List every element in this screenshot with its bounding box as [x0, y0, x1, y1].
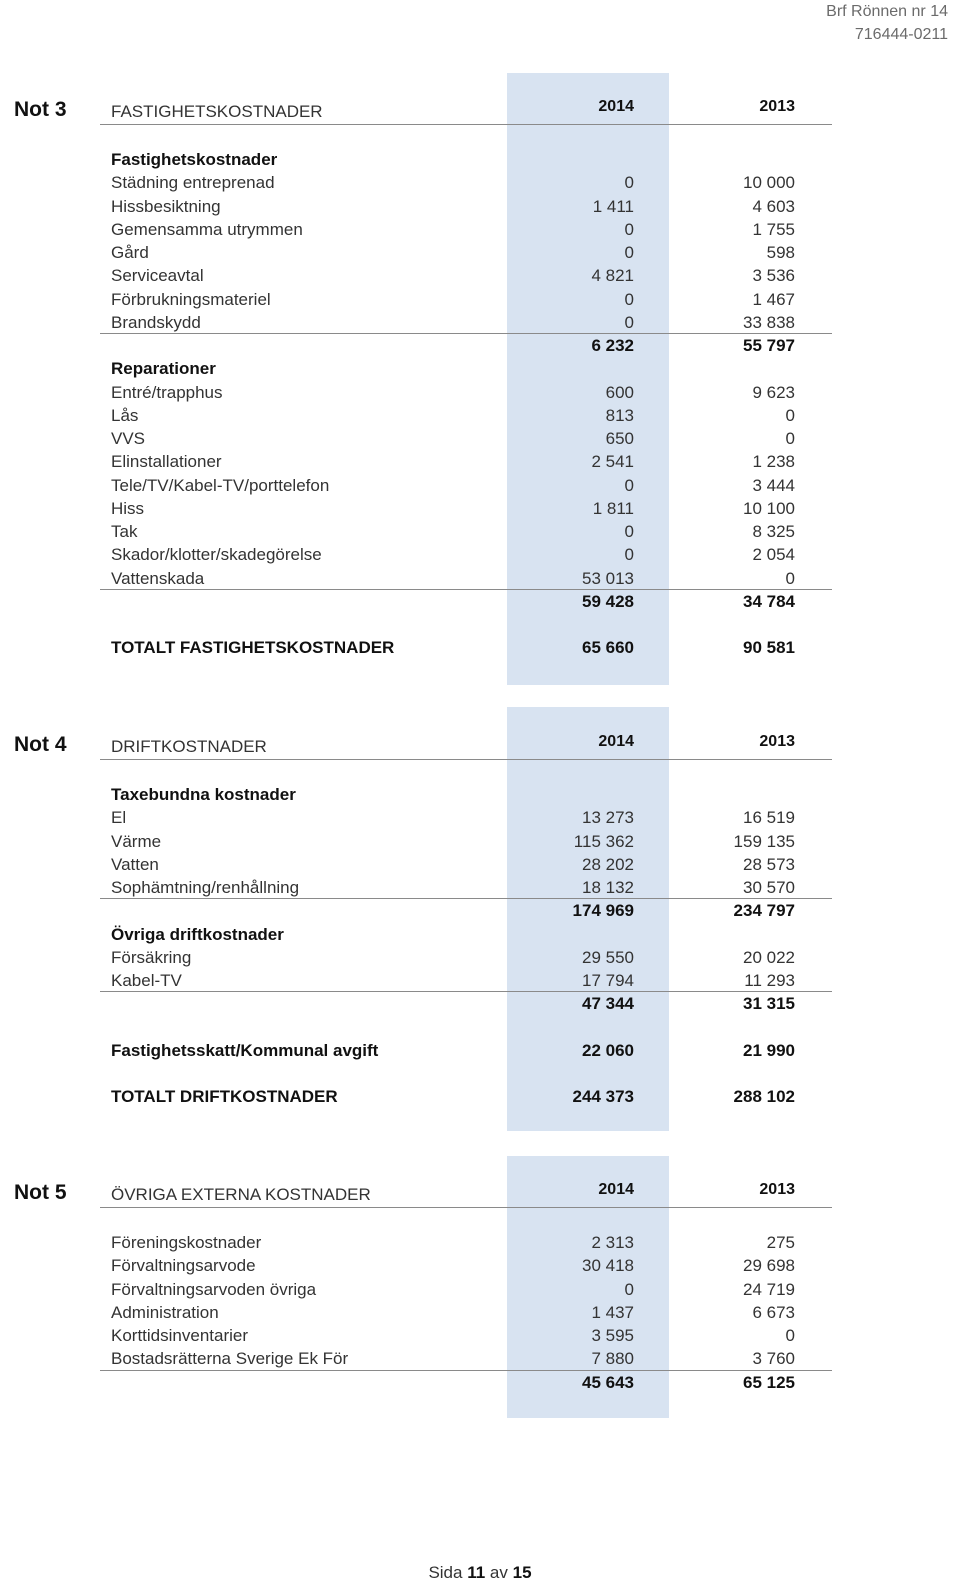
table-row [0, 830, 960, 853]
row-label: VVS [111, 429, 146, 448]
row-label: Hiss [111, 498, 145, 518]
row-label: Gemensamma utrymmen [111, 219, 303, 239]
value-2014: 13 273 [582, 808, 634, 828]
value-2013: 29 698 [743, 1256, 795, 1276]
row-label: Övriga driftkostnader [111, 924, 284, 944]
value-2013: 16 519 [743, 808, 795, 828]
table-row [0, 195, 960, 218]
table-row [0, 1324, 960, 1347]
total-row [0, 1085, 960, 1108]
value-2014: 813 [605, 405, 634, 425]
value-2013: 33 838 [743, 312, 795, 332]
year-2014-header: 2014 [598, 98, 634, 115]
value-2014: 600 [605, 382, 634, 402]
year-2014-header: 2014 [598, 733, 634, 750]
value-2013: 4 603 [752, 196, 795, 216]
total-row [0, 1039, 960, 1062]
table-row [0, 311, 960, 334]
value-2013: 0 [785, 405, 795, 425]
table-row [0, 1347, 960, 1370]
table-row [0, 1278, 960, 1301]
value-2014: 0 [624, 545, 634, 565]
value-2013: 28 573 [743, 854, 795, 874]
row-label: Förvaltningsarvoden övriga [111, 1279, 317, 1299]
table-row [0, 450, 960, 473]
value-2013: 3 444 [752, 475, 795, 495]
table-row [0, 264, 960, 287]
table-row [0, 1231, 960, 1254]
value-2013: 159 135 [733, 831, 795, 851]
table-row [0, 969, 960, 992]
value-2013: 34 784 [743, 591, 795, 611]
row-label: Förvaltningsarvode [111, 1256, 256, 1276]
value-2014: 0 [624, 1279, 634, 1299]
table-row [0, 474, 960, 497]
value-2014: 18 132 [582, 878, 634, 897]
row-label: Serviceavtal [111, 266, 204, 286]
value-2014: 0 [624, 475, 634, 495]
value-2014: 244 373 [572, 1087, 634, 1107]
value-2014: 115 362 [573, 831, 634, 851]
value-2014: 0 [624, 289, 634, 309]
value-2014: 65 660 [582, 638, 634, 658]
table-row [0, 497, 960, 520]
row-label: TOTALT DRIFTKOSTNADER [111, 1087, 338, 1107]
note-label: Not 4 [14, 733, 67, 756]
table-row [0, 806, 960, 829]
section-heading-row [0, 357, 960, 380]
value-2014: 28 202 [582, 854, 634, 874]
row-label: Administration [111, 1302, 219, 1322]
page-number: 11 [467, 1563, 486, 1582]
value-2014: 1 811 [592, 498, 634, 518]
value-2013: 21 990 [743, 1040, 795, 1060]
table-row [0, 381, 960, 404]
table-row [0, 853, 960, 876]
note-title: ÖVRIGA EXTERNA KOSTNADER [111, 1185, 371, 1204]
row-label: Brandskydd [111, 312, 201, 332]
row-label: Gård [111, 243, 149, 262]
table-row [0, 1301, 960, 1324]
page-footer [0, 1563, 960, 1583]
document-header [826, 0, 948, 46]
row-label: Tele/TV/Kabel-TV/porttelefon [111, 475, 330, 495]
year-2013-header: 2013 [759, 1181, 795, 1198]
table-row [0, 543, 960, 566]
value-2014: 0 [624, 173, 634, 193]
subtotal-row [0, 590, 960, 613]
row-label: Försäkring [111, 947, 192, 967]
table-row [0, 1254, 960, 1277]
value-2014: 30 418 [582, 1256, 634, 1276]
value-2013: 55 797 [743, 336, 795, 355]
note-title: FASTIGHETSKOSTNADER [111, 102, 323, 121]
year-2013-header: 2013 [759, 733, 795, 750]
row-label: El [111, 808, 127, 828]
row-label: Sophämtning/renhållning [111, 878, 300, 897]
section-heading-row [0, 783, 960, 806]
value-2014: 3 595 [591, 1326, 634, 1345]
row-label: Lås [111, 405, 139, 425]
subtotal-row [0, 334, 960, 357]
value-2013: 10 000 [743, 173, 795, 193]
org-name: Brf Rönnen nr 14 [826, 3, 948, 20]
header-rule [100, 1207, 832, 1208]
value-2014: 53 013 [582, 568, 634, 588]
table-row [0, 288, 960, 311]
row-label: Städning entreprenad [111, 173, 275, 193]
row-label: Skador/klotter/skadegörelse [111, 545, 322, 565]
subtotal-row [0, 899, 960, 922]
row-label: Korttidsinventarier [111, 1326, 249, 1345]
value-2013: 0 [785, 568, 795, 588]
value-2014: 650 [605, 429, 634, 448]
value-2014: 17 794 [582, 971, 634, 990]
value-2014: 0 [624, 243, 634, 262]
table-row [0, 567, 960, 590]
value-2013: 598 [766, 243, 795, 262]
row-label: Fastighetsskatt/Kommunal avgift [111, 1040, 379, 1060]
row-label: Entré/trapphus [111, 382, 223, 402]
note-title: DRIFTKOSTNADER [111, 737, 267, 756]
total-row [0, 636, 960, 659]
value-2013: 24 719 [743, 1279, 795, 1299]
row-label: Föreningskostnader [111, 1233, 262, 1252]
table-row [0, 946, 960, 969]
value-2013: 1 755 [752, 219, 795, 239]
row-label: Taxebundna kostnader [111, 785, 296, 804]
row-label: Vatten [111, 854, 159, 874]
value-2013: 0 [785, 1326, 795, 1345]
row-label: Elinstallationer [111, 452, 222, 472]
value-2014: 6 232 [591, 336, 634, 355]
section-heading-row [0, 148, 960, 171]
page-total: 15 [512, 1563, 532, 1582]
value-2014: 22 060 [582, 1040, 634, 1060]
table-row [0, 218, 960, 241]
header-rule [100, 124, 832, 125]
value-2014: 0 [624, 219, 634, 239]
row-label: Tak [111, 522, 138, 541]
page-of: av [489, 1563, 508, 1582]
value-2013: 2 054 [752, 545, 795, 565]
table-row [0, 171, 960, 194]
value-2013: 288 102 [733, 1087, 795, 1107]
table-row [0, 427, 960, 450]
value-2013: 11 293 [744, 971, 795, 990]
table-row [0, 241, 960, 264]
value-2014: 174 969 [572, 901, 634, 921]
subtotal-row [0, 992, 960, 1015]
note-label: Not 3 [14, 98, 67, 121]
table-row [0, 876, 960, 899]
row-label: Vattenskada [111, 568, 205, 588]
value-2014: 45 643 [582, 1372, 634, 1392]
row-label: Kabel-TV [111, 971, 182, 990]
value-2014: 59 428 [582, 591, 634, 611]
header-rule [100, 759, 832, 760]
value-2013: 65 125 [743, 1372, 795, 1392]
value-2013: 0 [785, 429, 795, 448]
value-2013: 6 673 [752, 1302, 795, 1322]
value-2014: 0 [624, 312, 634, 332]
row-label: Fastighetskostnader [111, 150, 278, 169]
value-2014: 47 344 [582, 994, 634, 1014]
row-label: Värme [111, 831, 162, 851]
table-row [0, 520, 960, 543]
value-2013: 8 325 [752, 522, 795, 541]
value-2013: 90 581 [743, 638, 795, 658]
subtotal-row [0, 1371, 960, 1394]
year-2014-header: 2014 [598, 1181, 634, 1198]
value-2013: 30 570 [743, 878, 795, 897]
page-prefix: Sida [428, 1563, 463, 1582]
value-2014: 2 541 [591, 452, 634, 472]
value-2014: 7 880 [591, 1349, 634, 1369]
table-row [0, 404, 960, 427]
value-2013: 31 315 [743, 994, 795, 1014]
section-heading-row [0, 923, 960, 946]
value-2013: 20 022 [743, 947, 795, 967]
value-2014: 1 411 [592, 196, 634, 216]
value-2014: 4 821 [591, 266, 634, 286]
row-label: Bostadsrätterna Sverige Ek För [111, 1349, 349, 1369]
value-2013: 234 797 [733, 901, 795, 921]
row-label: Reparationer [111, 359, 216, 379]
value-2013: 275 [766, 1233, 795, 1252]
note-label: Not 5 [14, 1181, 67, 1204]
value-2013: 1 467 [752, 289, 795, 309]
value-2014: 29 550 [582, 947, 634, 967]
value-2013: 3 760 [752, 1349, 795, 1369]
row-label: Hissbesiktning [111, 196, 221, 216]
value-2013: 1 238 [752, 452, 795, 472]
value-2014: 2 313 [591, 1233, 634, 1252]
year-2013-header: 2013 [759, 98, 795, 115]
row-label: TOTALT FASTIGHETSKOSTNADER [111, 638, 395, 658]
value-2013: 10 100 [743, 498, 795, 518]
value-2014: 0 [624, 522, 634, 541]
value-2014: 1 437 [591, 1302, 634, 1322]
value-2013: 3 536 [752, 266, 795, 286]
org-number: 716444-0211 [854, 26, 948, 43]
value-2013: 9 623 [752, 382, 795, 402]
row-label: Förbrukningsmateriel [111, 289, 271, 309]
